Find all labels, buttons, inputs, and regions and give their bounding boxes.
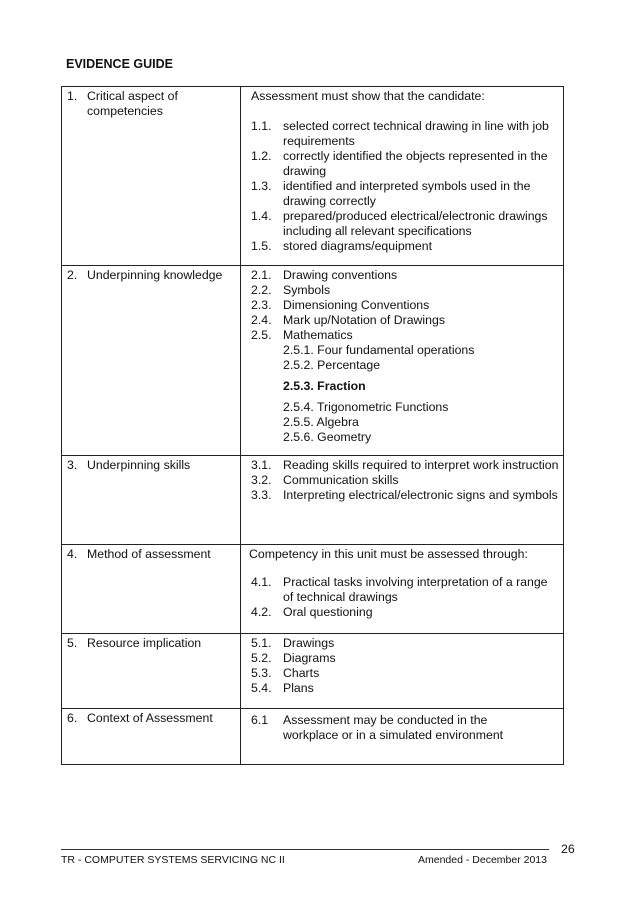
list-item: 4.2. Oral questioning [251,605,373,619]
sub-item: 2.5.6. Geometry [283,430,372,444]
row-label: Underpinning skills [87,458,191,472]
page-heading: EVIDENCE GUIDE [66,57,173,71]
page-number: 26 [561,842,575,856]
row-number: 2. [67,268,78,282]
sub-item: 2.5.5. Algebra [283,415,359,429]
row-label: Resource implication [87,636,202,650]
list-item: 5.4. Plans [251,681,314,695]
table-row [62,456,564,545]
list-item: 1.3. identified and interpreted symbols used in the drawing correctly [251,179,531,208]
list-item: 3.2. Communication skills [251,473,399,487]
table-row [62,266,564,456]
list-item: 4.1. Practical tasks involving interpretation of a range of technical drawings [251,575,548,604]
list-item: 1.1. selected correct technical drawing in line with job requirements [251,119,549,148]
row-label: Critical aspect of competencies [87,89,178,118]
list-item: 2.3. Dimensioning Conventions [251,298,430,312]
footer-title: TR - COMPUTER SYSTEMS SERVICING NC II [61,854,285,866]
row-number: 4. [67,547,78,561]
list-item: 5.2. Diagrams [251,651,336,665]
row-number: 1. [67,89,78,103]
footer-divider [61,849,549,850]
row-label: Underpinning knowledge [87,268,223,282]
table-row [62,634,564,709]
list-item: 1.2. correctly identified the objects represented in the drawing [251,149,548,178]
evidence-guide-table [61,86,564,765]
row-number: 5. [67,636,78,650]
row-intro: Assessment must show that the candidate: [251,89,485,103]
list-item: 1.5. stored diagrams/equipment [251,239,433,253]
row-label: Method of assessment [87,547,211,561]
list-item: 2.5. Mathematics [251,328,353,342]
list-item: 2.4. Mark up/Notation of Drawings [251,313,445,327]
row-intro: Competency in this unit must be assessed through: [249,547,528,561]
list-item: 5.1. Drawings [251,636,335,650]
list-item: 2.2. Symbols [251,283,331,297]
footer-amended: Amended - December 2013 [418,854,547,866]
sub-item: 2.5.3. Fraction [283,379,366,393]
sub-item: 2.5.2. Percentage [283,358,381,372]
row-label: Context of Assessment [87,711,213,725]
table-row [62,87,564,266]
row-number: 6. [67,711,78,725]
list-item: 3.3. Interpreting electrical/electronic signs and symbols [251,488,558,502]
row-number: 3. [67,458,78,472]
sub-item: 2.5.4. Trigonometric Functions [283,400,449,414]
list-item: 1.4. prepared/produced electrical/electronic drawings including all relevant specifications [251,209,548,238]
table-row [62,709,564,765]
list-item: 3.1. Reading skills required to interpret work instruction [251,458,559,472]
list-item: 5.3. Charts [251,666,320,680]
table-row [62,545,564,634]
sub-item: 2.5.1. Four fundamental operations [283,343,475,357]
list-item: 6.1 Assessment may be conducted in the workplace or in a simulated environment [251,713,504,742]
list-item: 2.1. Drawing conventions [251,268,398,282]
